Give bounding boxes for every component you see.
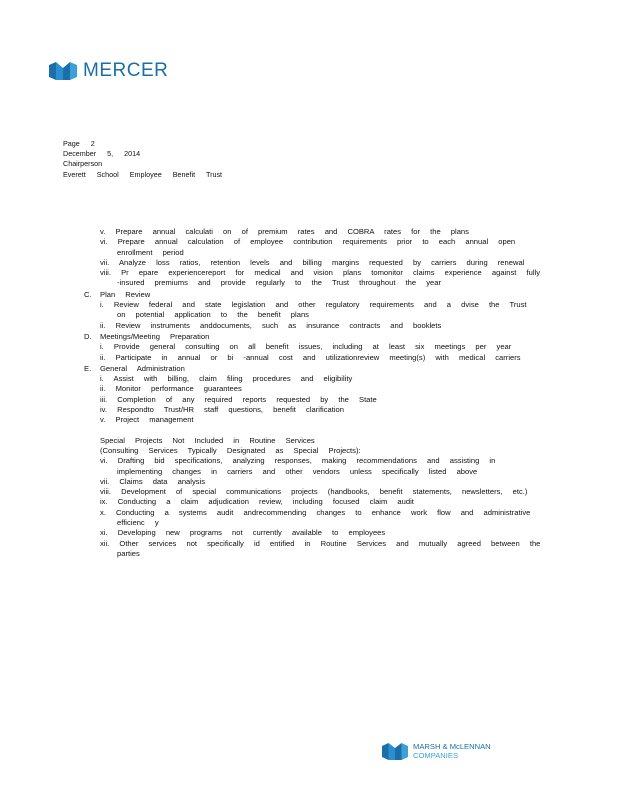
items-top: [84, 227, 544, 289]
list-item: v. Project management: [100, 415, 194, 425]
list-item: vii. Analyze loss ratios, retention levels and billing margins requested by carriers during renewal: [100, 257, 525, 267]
list-item: i. Provide general consulting on all benefit issues, including at least six meetings per year: [100, 342, 512, 352]
list-item: ii. Participate in annual or bi -annual cost and utilizationreview meeting(s) with medical carriers: [100, 352, 521, 362]
list-item: i. Review federal and state legislation and other regulatory requirements and a dvise the Trust on potential application to the benefit plans: [100, 300, 527, 320]
mercer-logo: [49, 60, 168, 82]
list-item: ii. Monitor performance guarantees: [100, 384, 242, 394]
special-projects-title: Special Projects Not Included in Routine Services: [100, 435, 315, 445]
list-item: iii. Completion of any required reports requested by the State: [100, 394, 377, 404]
list-item: iv. Respondto Trust/HR staff questions, benefit clarification: [100, 405, 345, 415]
list-item: vi. Drafting bid specifications, analyzing responses, making recommendations and assisting in implementing changes in carriers and other vendors unless specifically listed above: [100, 456, 496, 476]
list-item: viii. Development of special communications projects (handbooks, benefit statements, newsletters, etc.): [100, 487, 528, 497]
list-item: ix. Conducting a claim adjudication review, including focused claim audit: [100, 497, 414, 507]
list-item: vii. Claims data analysis: [100, 476, 206, 486]
marsh-mclennan-logo-text: MARSH & McLENNAN COMPANIES: [413, 742, 491, 760]
marsh-mclennan-logo: [382, 743, 491, 760]
page-number: Page 2: [63, 139, 95, 148]
document-body: [84, 227, 544, 559]
special-projects-subtitle: (Consulting Services Typically Designated as Special Projects):: [100, 445, 361, 455]
organization: Everett School Employee Benefit Trust: [63, 169, 223, 179]
section-e-heading: E. General Administration: [84, 363, 185, 373]
letter-date: December 5, 2014: [63, 149, 141, 159]
list-item: v. Prepare annual calculati on of premium rates and COBRA rates for the plans: [100, 227, 469, 236]
mercer-logo-mark: [49, 62, 77, 80]
section-d-heading: D. Meetings/Meeting Preparation: [84, 331, 210, 341]
list-item: xii. Other services not specifically id entified in Routine Services and mutually agreed between the parties: [100, 538, 541, 558]
list-item: vi. Prepare annual calculation of employee contribution requirements prior to each annual open enrollment period: [100, 237, 516, 257]
marsh-mclennan-logo-mark: [382, 743, 408, 760]
list-item: ii. Review instruments anddocuments, such as insurance contracts and booklets: [100, 320, 442, 330]
list-item: x. Conducting a systems audit andrecommending changes to enhance work flow and administrative efficienc y: [100, 507, 531, 528]
recipient: Chairperson: [63, 159, 103, 169]
list-item: viii. Pr epare experiencereport for medical and vision plans tomonitor claims experience against fully -insured premiums and provide regularly to the Trust throughout the year: [100, 268, 540, 288]
list-item: xi. Developing new programs not currently available to employees: [100, 528, 386, 538]
mercer-logo-text: MERCER: [83, 60, 169, 81]
letter-header: [63, 139, 222, 180]
list-item: i. Assist with billing, claim filing procedures and eligibility: [100, 374, 353, 384]
section-c-heading: C. Plan Review: [84, 289, 151, 299]
